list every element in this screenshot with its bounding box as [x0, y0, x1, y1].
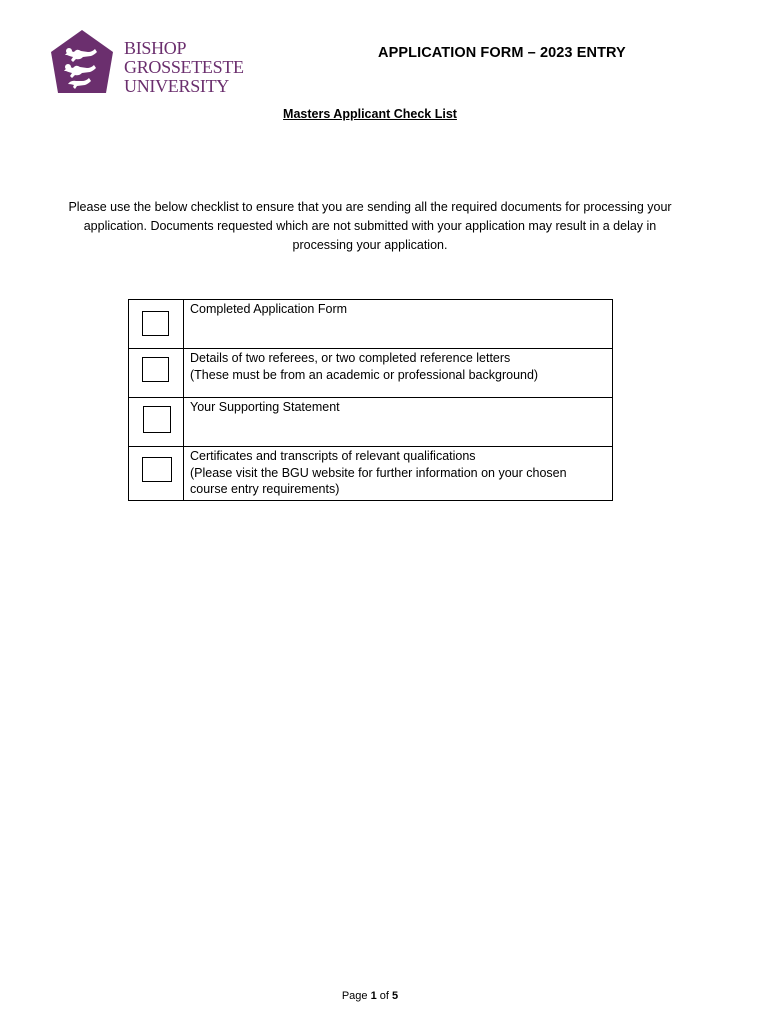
- checklist-row: [129, 398, 613, 447]
- logo-line-1: BISHOP: [124, 38, 187, 58]
- intro-paragraph: [50, 198, 690, 255]
- current-page: 1: [370, 990, 377, 1002]
- checkbox-referees[interactable]: [142, 357, 169, 382]
- checklist-item-text: [184, 349, 613, 398]
- checkbox-cell: [129, 300, 184, 349]
- item-line: (These must be from an academic or professional background): [190, 367, 539, 382]
- form-title: APPLICATION FORM – 2023 ENTRY: [378, 45, 626, 61]
- checkbox-supporting-statement[interactable]: [143, 406, 171, 433]
- checklist-heading: Masters Applicant Check List: [283, 107, 457, 121]
- lion-crest-icon: [50, 29, 114, 95]
- logo-line-2: GROSSETESTE: [124, 57, 244, 77]
- checkbox-cell: [129, 398, 184, 447]
- checklist-item-text: [184, 447, 613, 501]
- checkbox-cell: [129, 447, 184, 501]
- item-line: Details of two referees, or two completed reference letters: [190, 351, 511, 365]
- intro-line-1: Please use the below checklist to ensure that you are sending all the required documents for processing your: [68, 200, 672, 214]
- of-word: of: [379, 990, 389, 1002]
- logo-line-3: UNIVERSITY: [124, 76, 229, 96]
- checklist-row: [129, 349, 613, 398]
- checklist-item-text: [184, 398, 613, 447]
- checkbox-cell: [129, 349, 184, 398]
- checkbox-certificates[interactable]: [142, 457, 172, 482]
- checklist-item-text: [184, 300, 613, 349]
- item-line: (Please visit the BGU website for further information on your chosen: [190, 465, 567, 480]
- checklist-row: [129, 447, 613, 501]
- university-logo: [50, 29, 250, 97]
- total-pages: 5: [392, 990, 399, 1002]
- item-line: Your Supporting Statement: [190, 400, 340, 414]
- item-line: Certificates and transcripts of relevant qualifications: [190, 449, 476, 463]
- document-checklist: [128, 299, 613, 501]
- intro-line-3: processing your application.: [292, 238, 448, 252]
- page-number: [0, 990, 740, 1002]
- page-word: Page: [341, 990, 368, 1002]
- logo-wordmark: [124, 39, 244, 96]
- item-line: course entry requirements): [190, 482, 340, 496]
- checklist-row: [129, 300, 613, 349]
- intro-line-2: application. Documents requested which are not submitted with your application may result in a delay in: [83, 219, 657, 233]
- item-line: Completed Application Form: [190, 302, 348, 316]
- checkbox-application-form[interactable]: [142, 311, 169, 336]
